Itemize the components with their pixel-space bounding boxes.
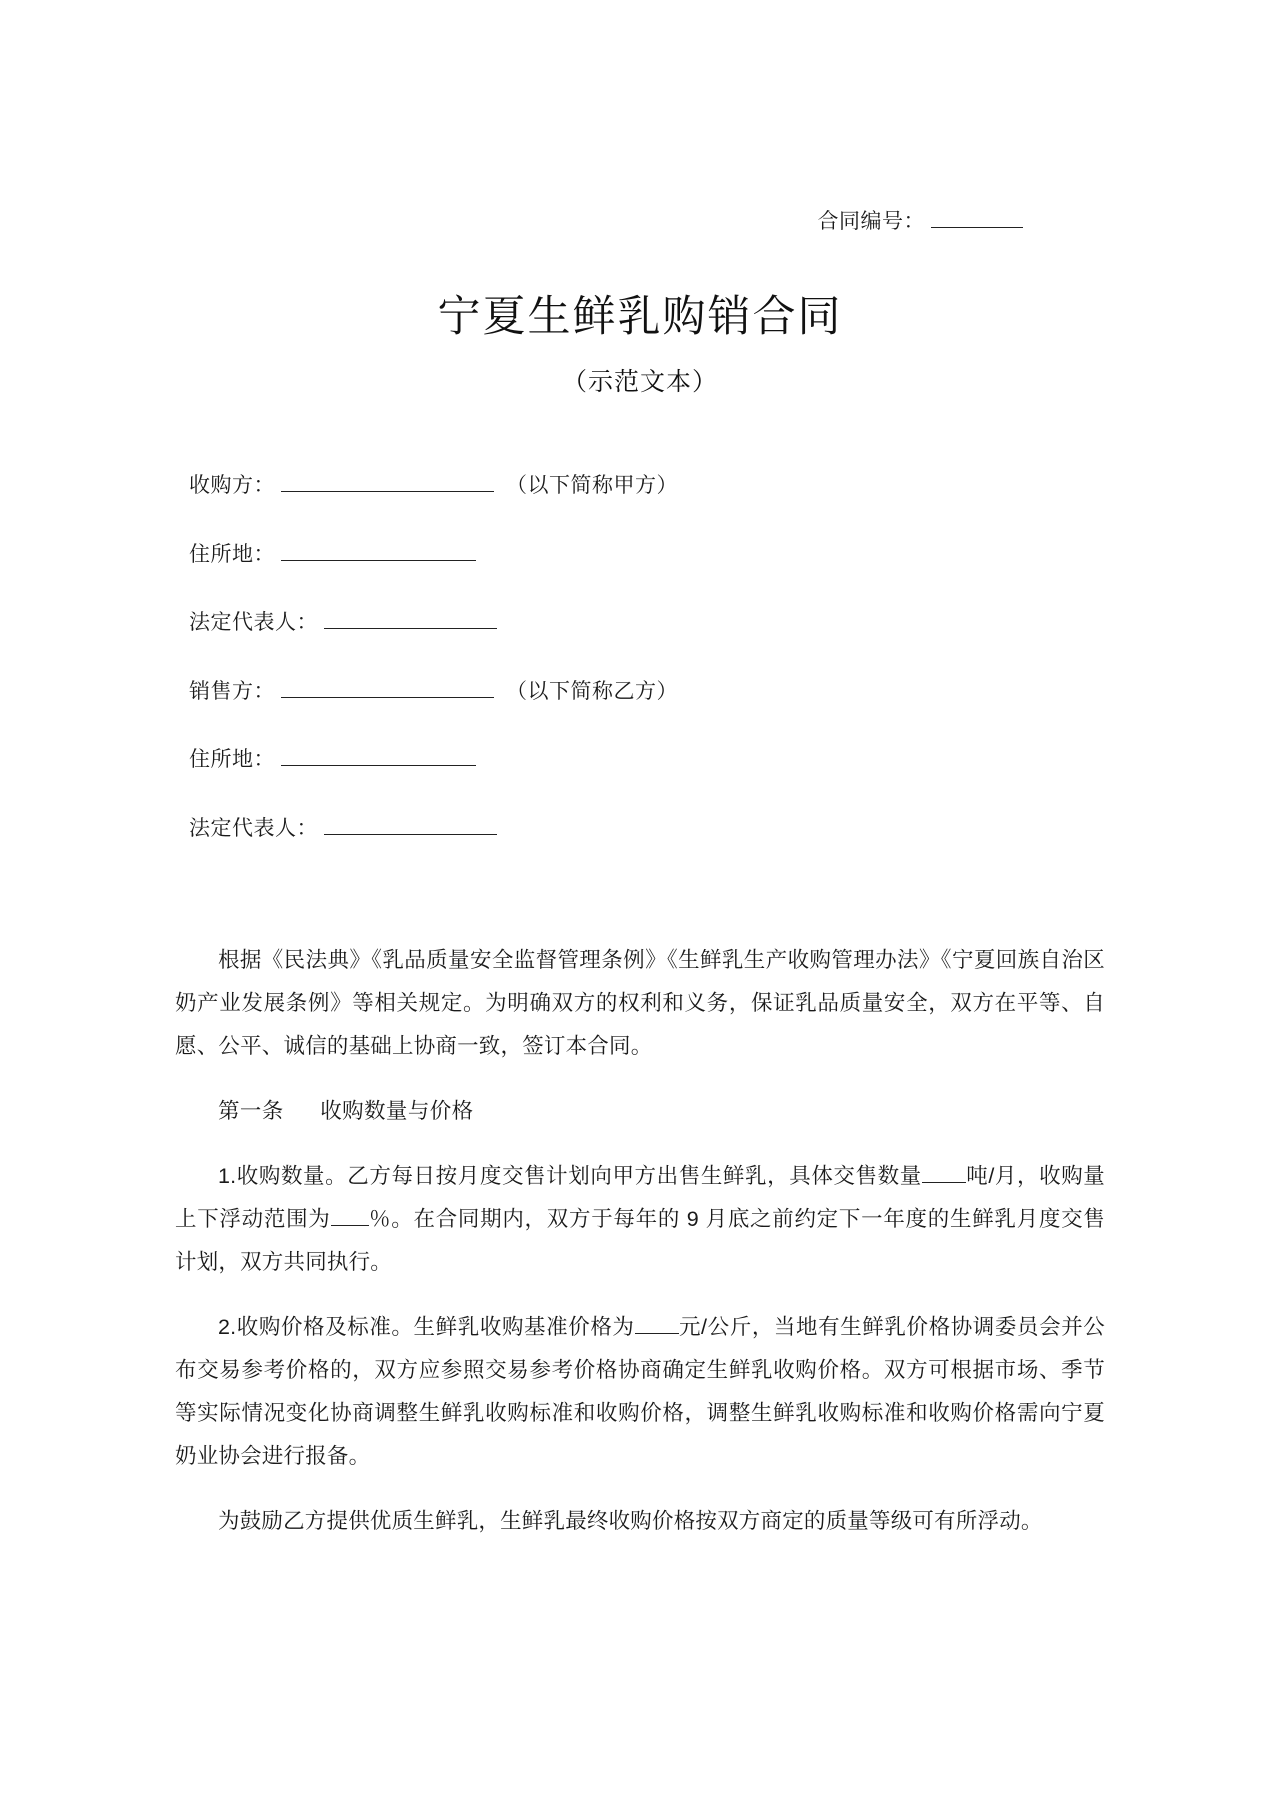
- page-title: 宁夏生鲜乳购销合同: [437, 292, 843, 341]
- buyer-address-blank[interactable]: [281, 539, 476, 561]
- clause-3-paragraph: 为鼓励乙方提供优质生鲜乳，生鲜乳最终收购价格按双方商定的质量等级可有所浮动。: [218, 1508, 1043, 1533]
- party-label: 收购方：: [189, 474, 275, 498]
- party-line-buyer-address: [175, 539, 1105, 570]
- clause-1-paragraph: [175, 1155, 1105, 1284]
- contract-number-blank[interactable]: [931, 206, 1023, 228]
- party-label: 销售方：: [189, 679, 275, 703]
- contract-number-row: [175, 0, 1105, 239]
- party-line-seller-address: [175, 744, 1105, 775]
- clause-1-float-range-blank[interactable]: [331, 1203, 369, 1226]
- buyer-legal-rep-blank[interactable]: [324, 607, 497, 629]
- clause-1-index: 1.: [218, 1163, 237, 1188]
- preamble-paragraph: 根据《民法典》《乳品质量安全监督管理条例》《生鲜乳生产收购管理办法》《宁夏回族自治区奶产业发展条例》等相关规定。为明确双方的权利和义务，保证乳品质量安全，双方在平等、自愿、公平、诚信的基础上协商一致，签订本合同。: [175, 947, 1105, 1058]
- party-label: 住所地：: [189, 748, 275, 772]
- clause-1-quantity-blank[interactable]: [922, 1160, 966, 1183]
- clause-1-unit-b: ％。在合同期内，双方于每年的 9 月底之前约定下一年度的生鲜乳月度交售计划，双方共同执行。: [175, 1206, 1105, 1274]
- clause-2-text-b: 元/公斤，当地有生鲜乳价格协调委员会并公布交易参考价格的，双方应参照交易参考价格协商确定生鲜乳收购价格。双方可根据市场、季节等实际情况变化协商调整生鲜乳收购标准和收购价格，调整生鲜乳收购标准和收购价格需向宁夏奶业协会进行报备。: [175, 1314, 1105, 1468]
- section-one-number: 第一条: [218, 1098, 284, 1123]
- party-label: 住所地：: [189, 542, 275, 566]
- clause-1-unit-a: 吨/月，收购量上下浮动范围为: [175, 1163, 1105, 1231]
- clause-2-heading: 收购价格及标准。: [236, 1314, 414, 1339]
- party-suffix: （以下简称乙方）: [506, 679, 678, 703]
- clause-2-index: 2.: [218, 1314, 237, 1339]
- party-label: 法定代表人：: [189, 611, 318, 635]
- buyer-name-blank[interactable]: [281, 470, 494, 492]
- seller-name-blank[interactable]: [281, 676, 494, 698]
- seller-legal-rep-blank[interactable]: [324, 813, 497, 835]
- clause-2-base-price-blank[interactable]: [635, 1311, 679, 1334]
- party-line-buyer-legal-rep: [175, 607, 1105, 638]
- party-line-seller: [175, 676, 1105, 707]
- parties-block: [175, 398, 1105, 844]
- clause-1-heading: 收购数量。: [236, 1163, 348, 1188]
- clause-2-text-a: 生鲜乳收购基准价格为: [413, 1314, 635, 1339]
- party-suffix: （以下简称甲方）: [506, 474, 678, 498]
- contract-number-label: 合同编号：: [817, 210, 925, 233]
- section-one-title: 收购数量与价格: [320, 1098, 474, 1123]
- party-line-seller-legal-rep: [175, 813, 1105, 844]
- party-label: 法定代表人：: [189, 816, 318, 840]
- page-subtitle: （示范文本）: [561, 368, 718, 397]
- section-one-heading: [175, 1090, 1105, 1133]
- party-line-buyer: [175, 470, 1105, 501]
- contract-body: [175, 881, 1105, 1543]
- clause-2-paragraph: [175, 1306, 1105, 1478]
- clause-1-text-a: 乙方每日按月度交售计划向甲方出售生鲜乳，具体交售数量: [347, 1163, 922, 1188]
- seller-address-blank[interactable]: [281, 744, 476, 766]
